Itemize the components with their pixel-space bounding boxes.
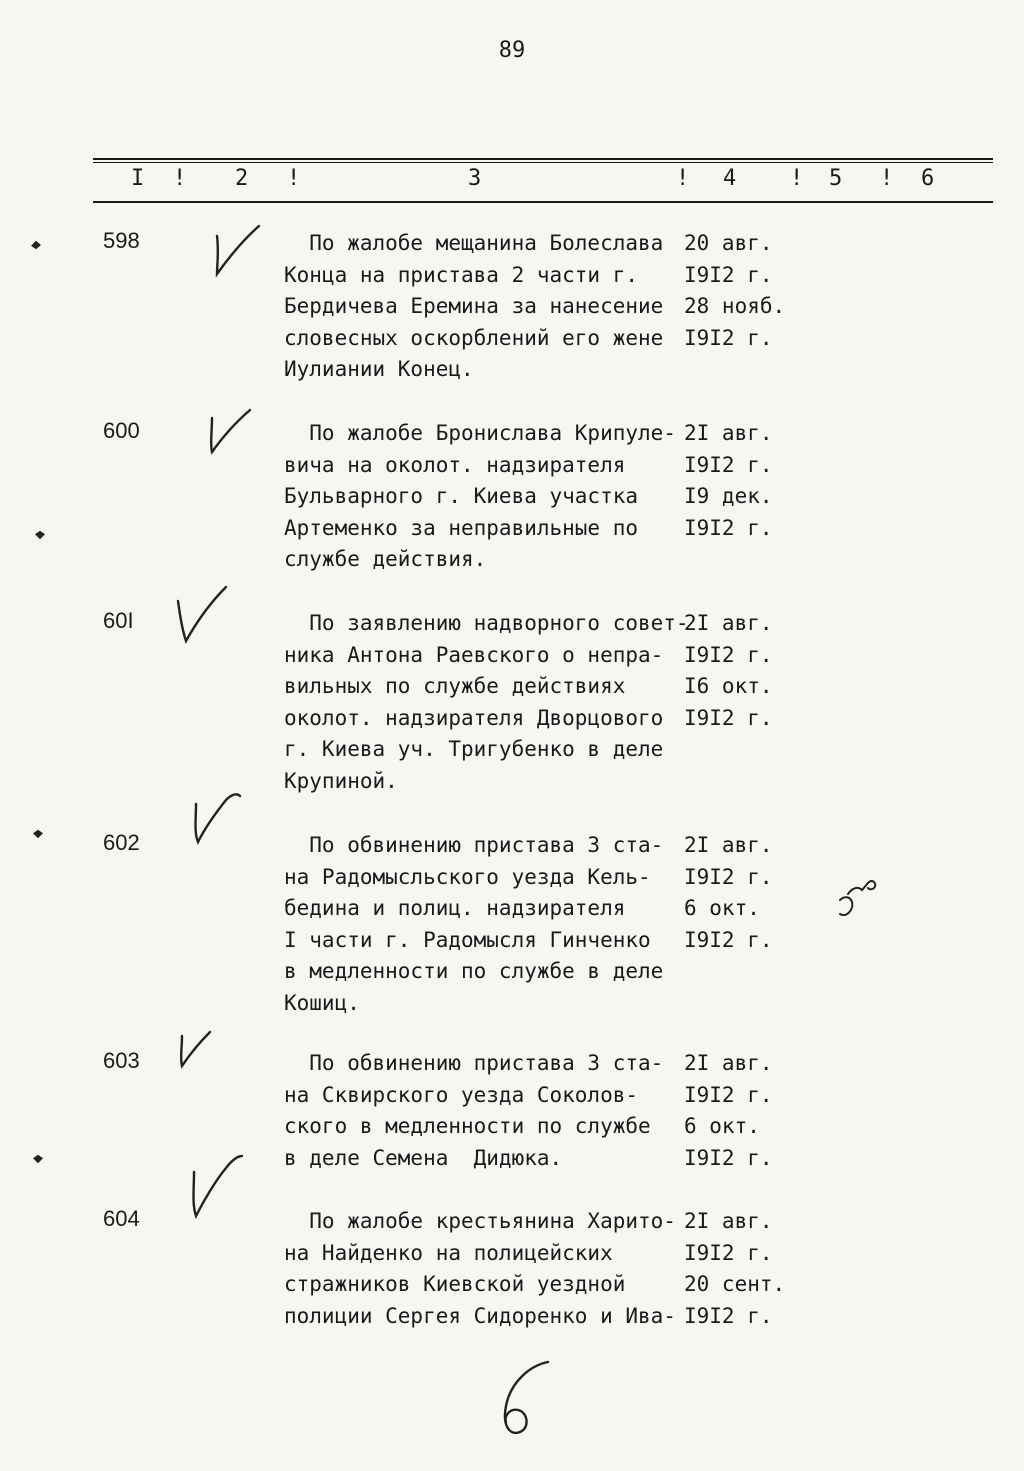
table-top-rule xyxy=(93,158,993,160)
header-separator: ! xyxy=(790,166,804,191)
case-dates: 2I авг. I9I2 г. I9 дек. I9I2 г. xyxy=(684,421,773,540)
case-dates: 20 авг. I9I2 г. 28 нояб. I9I2 г. xyxy=(684,231,786,350)
header-col-1: I xyxy=(131,166,145,191)
case-dates: 2I авг. I9I2 г. 6 окт. I9I2 г. xyxy=(684,833,773,952)
case-number: 60I xyxy=(103,608,134,633)
header-separator: ! xyxy=(676,166,690,191)
checkmark-icon xyxy=(205,222,265,282)
case-number: 598 xyxy=(103,228,140,253)
case-number: 600 xyxy=(103,418,140,443)
case-description: По жалобе Бронислава Крипуле- вича на околот. надзирателя Бульварного г. Киева участка Артеменко за неправильные по службе действия. xyxy=(284,421,676,571)
header-separator: ! xyxy=(173,166,187,191)
binding-hole-icon xyxy=(34,530,46,540)
page-number: 89 xyxy=(498,38,526,63)
case-description: По обвинению пристава 3 ста- на Сквирского уезда Соколов- ского в медленности по службе в деле Семена Дидюка. xyxy=(284,1051,664,1170)
checkmark-icon xyxy=(184,1150,250,1222)
header-col-4: 4 xyxy=(723,166,737,191)
handwriting-mark-icon xyxy=(834,874,884,924)
table-header-rule xyxy=(93,201,993,203)
checkmark-icon xyxy=(186,790,246,850)
checkmark-icon xyxy=(170,585,240,647)
case-description: По обвинению пристава 3 ста- на Радомысльского уезда Кель- бедина и полиц. надзирателя I части г. Радомысля Гинченко в медленности по службе в деле Кошиц. xyxy=(284,833,664,1015)
header-col-6: 6 xyxy=(921,166,935,191)
case-dates: 2I авг. I9I2 г. I6 окт. I9I2 г. xyxy=(684,611,773,730)
case-dates: 2I авг. I9I2 г. 20 сент. I9I2 г. xyxy=(684,1209,786,1328)
case-description: По жалобе крестьянина Харито- на Найденко на полицейских стражников Киевской уездной полиции Сергея Сидоренко и Ива- xyxy=(284,1209,676,1328)
case-number: 604 xyxy=(103,1206,140,1231)
case-number: 603 xyxy=(103,1048,140,1073)
header-col-3: 3 xyxy=(468,166,482,191)
case-description: По жалобе мещанина Болеслава Конца на пристава 2 части г. Бердичева Еремина за нанесение словесных оскорблений его жене Иулиании Конец. xyxy=(284,231,664,381)
case-number: 602 xyxy=(103,830,140,855)
header-col-5: 5 xyxy=(829,166,843,191)
bottom-handwritten-note xyxy=(484,1356,564,1440)
header-separator: ! xyxy=(880,166,894,191)
binding-hole-icon xyxy=(30,240,42,250)
case-dates: 2I авг. I9I2 г. 6 окт. I9I2 г. xyxy=(684,1051,773,1170)
checkmark-icon xyxy=(200,408,260,458)
handwriting-mark-icon xyxy=(484,1356,564,1440)
table-header xyxy=(93,166,993,196)
margin-handwritten-note xyxy=(834,874,884,924)
header-separator: ! xyxy=(287,166,301,191)
checkmark-icon xyxy=(172,1026,222,1074)
case-description: По заявлению надворного совет- ника Антона Раевского о непра- вильных по службе действиях околот. надзирателя Дворцового г. Киева уч. Тригубенко в деле Крупиной. xyxy=(284,611,689,793)
table-top-rule-thin xyxy=(93,162,993,163)
binding-hole-icon xyxy=(32,829,44,839)
binding-hole-icon xyxy=(32,1154,44,1164)
header-col-2: 2 xyxy=(235,166,249,191)
